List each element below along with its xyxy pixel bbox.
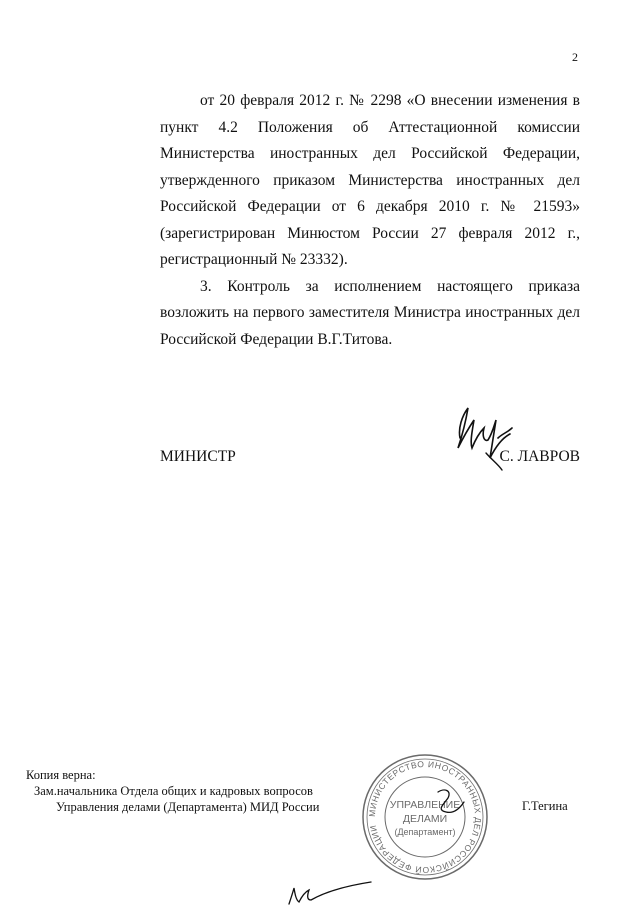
stamp-ring-text: МИНИСТЕРСТВО ИНОСТРАННЫХ ДЕЛ РОССИЙСКОЙ ФЕДЕРАЦИИ <box>366 758 484 876</box>
paragraph-continuation <box>160 88 580 247</box>
text-line: регистрационный № 23332). <box>160 251 348 268</box>
copy-department-line: Управления делами (Департамента) МИД России <box>56 800 320 814</box>
text-line: утвержденного приказом Министерства иностранных дел <box>160 171 580 189</box>
paragraph-continuation-end <box>160 247 580 274</box>
paragraph-3 <box>160 274 580 327</box>
text-line: 3. Контроль за исполнением настоящего приказа <box>200 277 580 295</box>
copy-label: Копия верна: <box>26 768 96 782</box>
initials-signature <box>285 878 375 905</box>
signatory-title: МИНИСТР <box>160 448 236 465</box>
signature-block <box>160 448 580 488</box>
official-stamp <box>360 752 490 882</box>
text-line: Российской Федерации от 6 декабря 2010 г. № 21593» <box>160 198 580 215</box>
text-line: Российской Федерации В.Г.Титова. <box>160 330 393 348</box>
page-number: 2 <box>572 50 578 64</box>
paragraph-3-end <box>160 327 580 354</box>
text-line: пункт 4.2 Положения об Аттестационной комиссии <box>160 118 580 136</box>
signatory-name: С. ЛАВРОВ <box>499 448 580 465</box>
text-line: от 20 февраля 2012 г. № 2298 «О внесении изменения в <box>200 92 580 109</box>
text-line: (зарегистрирован Минюстом России 27 февраля 2012 г., <box>160 224 580 242</box>
main-text <box>160 88 580 353</box>
stamp-center-line3: (Департамент) <box>394 827 456 837</box>
copy-signatory-name: Г.Тегина <box>522 799 568 813</box>
copy-certification <box>26 767 319 815</box>
text-line: возложить на первого заместителя Министра иностранных дел <box>160 304 580 321</box>
copy-position-line: Зам.начальника Отдела общих и кадровых вопросов <box>34 784 313 798</box>
stamp-center-line1: УПРАВЛЕНИЕ <box>389 799 461 811</box>
stamp-center-line2: ДЕЛАМИ <box>402 813 448 825</box>
text-line: Министерства иностранных дел Российской Федерации, <box>160 145 580 162</box>
